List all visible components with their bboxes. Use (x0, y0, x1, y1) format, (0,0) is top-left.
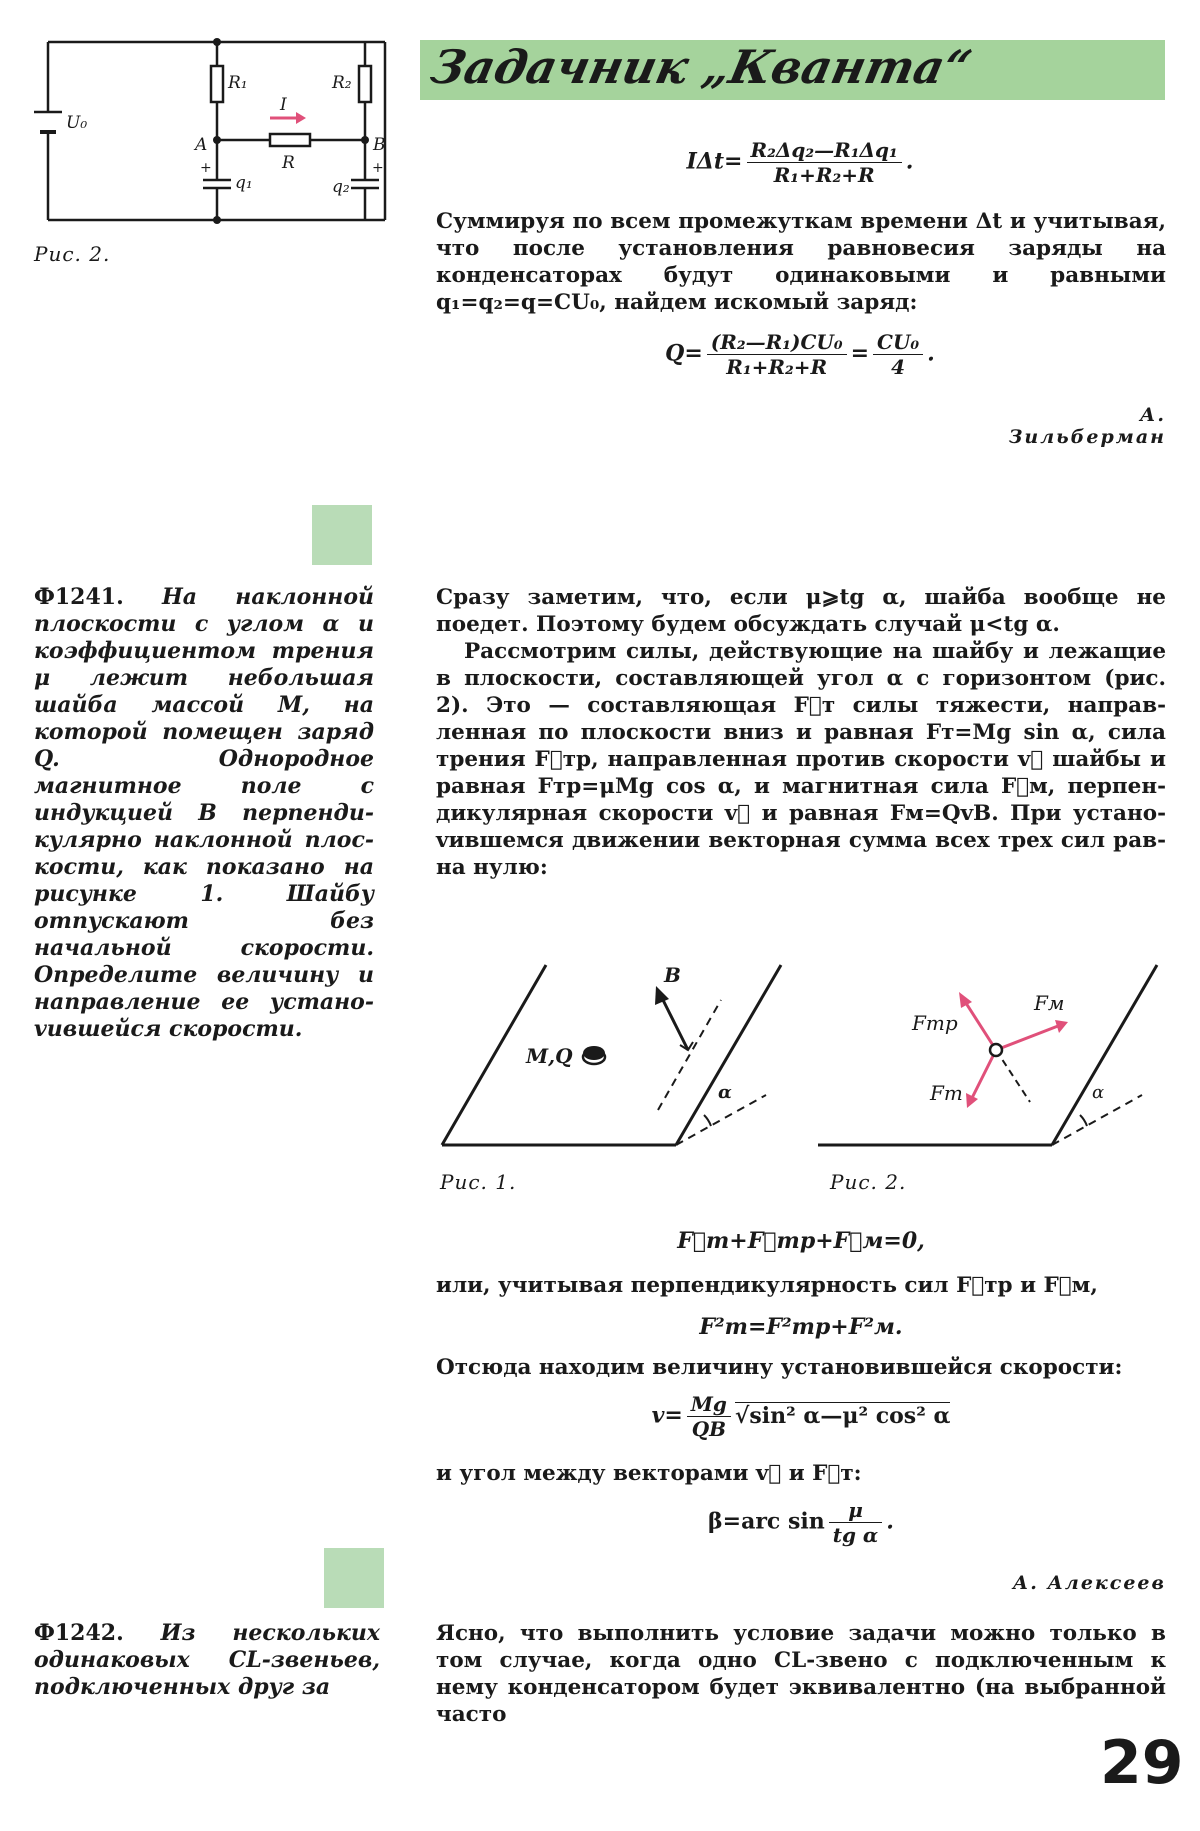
label-r1: R₁ (228, 73, 248, 93)
fig1-caption: Рис. 1. (440, 1170, 517, 1194)
fig2-label-alpha: α (1092, 1082, 1105, 1103)
formula1-lhs: IΔt= (686, 148, 743, 175)
formula-q (620, 330, 980, 379)
eq-beta-num: μ (829, 1498, 883, 1523)
text-hence: Отсюда находим величину установившейся скорости: (436, 1355, 1123, 1380)
puck-top-view (990, 1044, 1002, 1056)
decorative-square (312, 505, 372, 565)
circuit-caption: Рис. 2. (34, 242, 111, 266)
formula-i-delta-t (640, 138, 960, 187)
fig2-label-ft: Fт (930, 1081, 963, 1105)
text-or: или, учитывая перпендикулярность сил F⃗тр и F⃗м, (436, 1273, 1098, 1298)
formula2-den1: R₁+R₂+R (726, 355, 828, 379)
solution-p2: Рассмотрим силы, действующие на шайбу и лежащие в плоскости, составляющей угол α с горизонтом (рис. 2). Это — составляющая F⃗т силы тяжести, направленная по плоскости вниз и равная Fт=Mg sin α, сила трения F⃗тр, направленная против скорости v⃗ шайбы и равная Fтр=μMg cos α, и магнитная сила F⃗м, перпендикулярная скорости v⃗ и равная Fм=QvB. При устаноvившемся движении векторная сумма всех трех сил равна нулю: (436, 639, 1166, 880)
top-paragraph (436, 208, 1166, 316)
fig1-label-b: B (664, 963, 681, 987)
problem-f1241-statement (34, 584, 374, 1043)
label-r: R (282, 153, 295, 173)
fig2-label-ftr: Fтр (912, 1011, 958, 1035)
author-zilberman: А. Зильберман (1008, 404, 1166, 448)
formula2-end: . (927, 340, 935, 367)
text-hence-block (436, 1354, 1166, 1381)
formula2-num1: (R₂—R₁)CU₀ (707, 330, 847, 355)
label-i: I (280, 95, 287, 115)
formula2-den2: 4 (891, 355, 906, 379)
vector-f-gravity (972, 1050, 996, 1098)
f1242-solution-text: Ясно, что выполнить условие задачи можно только в том случае, когда одно CL-звено с подключенным к нему конденсатором будет эквивалентно (на выбранной часто (436, 1621, 1166, 1727)
formula2-eq: = (850, 340, 870, 367)
header-title: Задачник „Кванта“ (426, 40, 977, 94)
eq-squares: F²т=F²тр+F²м. (699, 1314, 903, 1340)
text-perpendicular (436, 1272, 1166, 1299)
text-angle: и угол между векторами v⃗ и F⃗т: (436, 1461, 862, 1486)
problem-f1242-solution (436, 1620, 1166, 1728)
label-plus-2: + (372, 160, 384, 176)
label-r2: R₂ (332, 73, 352, 93)
eq-beta-lhs: β=arc sin (708, 1508, 825, 1535)
formula1-num: R₂Δq₂—R₁Δq₁ (747, 138, 902, 163)
problem-f1242-number: Ф1242. (34, 1620, 124, 1646)
eq-v-num: Mg (687, 1392, 731, 1417)
figure-1 (436, 950, 796, 1160)
eq-beta-den: tg α (832, 1523, 879, 1547)
eq-vector-sum: F⃗т+F⃗тр+F⃗м=0, (677, 1228, 925, 1254)
eq-beta-end: . (886, 1508, 894, 1535)
label-q1: q₁ (235, 173, 253, 193)
top-paragraph-text: Суммируя по всем промежуткам времени Δt и учитывая, что после установления равновесия заряды на конденсаторах будут одинаковыми и равными q₁=q₂=q=CU₀, найдем искомый заряд: (436, 209, 1166, 315)
eq-beta (436, 1498, 1166, 1547)
problem-f1241-number: Ф1241. (34, 584, 124, 610)
problem-f1242-text: Из нескольких одинаковых CL-звеньев, подключенных друг за (34, 1620, 380, 1700)
circuit-diagram (30, 30, 410, 230)
field-vector-b (662, 998, 688, 1050)
eq-v-root: √sin² α—μ² cos² α (734, 1402, 951, 1429)
formula2-num2: CU₀ (873, 330, 923, 355)
problem-f1242-statement (34, 1620, 380, 1701)
label-b: B (373, 135, 386, 155)
author-alekseev: А. Алексеев (1012, 1572, 1166, 1594)
label-q2: q₂ (332, 177, 350, 197)
label-u0: U₀ (66, 113, 88, 133)
label-plus-1: + (200, 160, 212, 176)
vector-f-magnetic (996, 1026, 1058, 1050)
figure-2 (812, 950, 1172, 1160)
formula1-end: . (905, 148, 914, 175)
label-a: A (195, 135, 208, 155)
fig2-label-fm: Fм (1034, 991, 1065, 1015)
vector-f-friction (964, 1000, 996, 1050)
formula2-lhs: Q= (665, 340, 703, 367)
formula1-den: R₁+R₂+R (773, 163, 875, 187)
text-angle-block (436, 1460, 1166, 1487)
decorative-square-2 (324, 1548, 384, 1608)
eq-v-lhs: v= (651, 1402, 683, 1429)
problem-f1241-text: На наклонной плоскости с углом α и коэффициентом трения μ лежит небольшая шайба массой M, на которой помещен заряд Q. Однородное магнитное поле с индукцией B перпендикулярно наклонной плоскости, как показано на рисунке 1. Шайбу отпускают без начальной скорости. Определите величину и направление ее устаноvившейся скорости. (34, 584, 374, 1042)
problem-f1241-solution (436, 584, 1166, 881)
fig1-label-mq: M,Q (526, 1044, 573, 1068)
fig1-label-alpha: α (718, 1082, 732, 1103)
page-number: 29 (1100, 1728, 1184, 1798)
eq-velocity (436, 1392, 1166, 1441)
solution-p1: Сразу заметим, что, если μ⩾tg α, шайба вообще не поедет. Поэтому будем обсуждать случай μ<tg α. (436, 585, 1166, 637)
eq-v-den: QB (691, 1417, 727, 1441)
fig2-caption: Рис. 2. (830, 1170, 907, 1194)
